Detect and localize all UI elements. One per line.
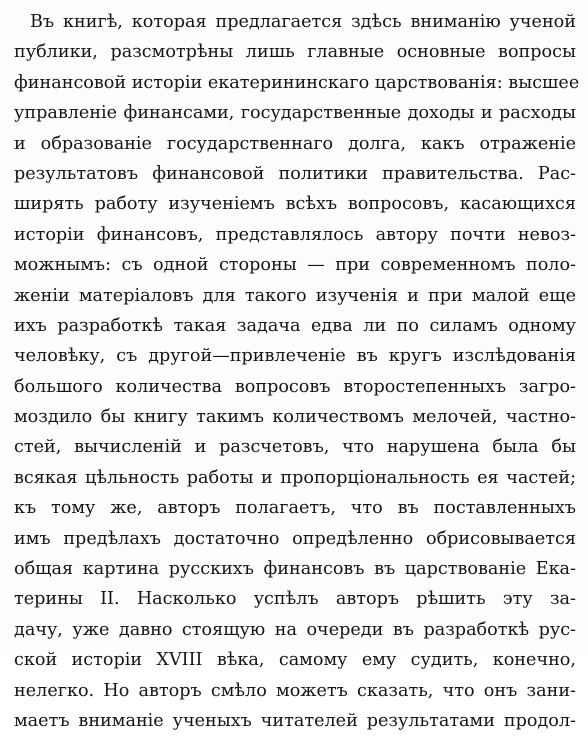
text-line-1: Въ книгѣ, которая предлагается здѣсь вниманію ученой	[30, 12, 576, 32]
text-line-11: ихъ разработкѣ такая задача едва ли по силамъ одному	[14, 315, 576, 336]
text-line-4: управленіе финансами, государственные доходы и расходы	[14, 103, 576, 124]
text-line-6: результатовъ финансовой политики правительства. Рас-	[14, 163, 576, 184]
text-line-2: публики, разсмотрѣны лишь главные основные вопросы	[14, 42, 576, 63]
text-line-12: человѣку, съ другой—привлеченіе въ кругъ изслѣдованія	[14, 346, 576, 367]
text-line-16: всякая цѣльность работы и пропорціональность ея частей;	[14, 467, 576, 488]
text-line-20: терины II. Насколько успѣлъ авторъ рѣшить эту за-	[14, 589, 576, 610]
text-line-21: дачу, уже давно стоящую на очереди въ разработкѣ рус-	[14, 619, 576, 640]
text-line-24: маетъ вниманіе ученыхъ читателей результатами продол-	[14, 710, 576, 731]
text-line-14: моздило бы книгу такимъ количествомъ мелочей, частно-	[14, 407, 576, 428]
text-line-19: общая картина русскихъ финансовъ въ царствованіе Ека-	[14, 559, 576, 580]
text-line-15: стей, вычисленій и разсчетовъ, что нарушена была бы	[14, 437, 576, 458]
text-line-8: исторіи финансовъ, представлялось автору почти невоз-	[14, 224, 576, 245]
body-paragraph	[14, 7, 580, 736]
text-line-13: большого количества вопросовъ второстепенныхъ загро-	[14, 376, 576, 397]
text-line-10: женіи матеріаловъ для такого изученія и при малой еще	[14, 285, 576, 306]
text-line-18: имъ предѣлахъ достаточно опредѣленно обрисовывается	[14, 528, 576, 549]
text-line-22: ской исторіи XVIII вѣка, самому ему судить, конечно,	[14, 650, 576, 671]
text-line-17: къ тому же, авторъ полагаетъ, что въ поставленныхъ	[14, 498, 576, 519]
text-line-7: ширять работу изученіемъ всѣхъ вопросовъ, касающихся	[14, 194, 576, 215]
text-line-23: нелегко. Но авторъ смѣло можетъ сказать, что онъ зани-	[14, 680, 576, 701]
text-line-3: финансовой исторіи екатерининскаго царствованія: высшее	[14, 72, 580, 93]
text-line-5: и образованіе государственнаго долга, какъ отраженіе	[14, 133, 576, 154]
text-line-9: можнымъ: съ одной стороны — при современномъ поло-	[14, 255, 576, 276]
